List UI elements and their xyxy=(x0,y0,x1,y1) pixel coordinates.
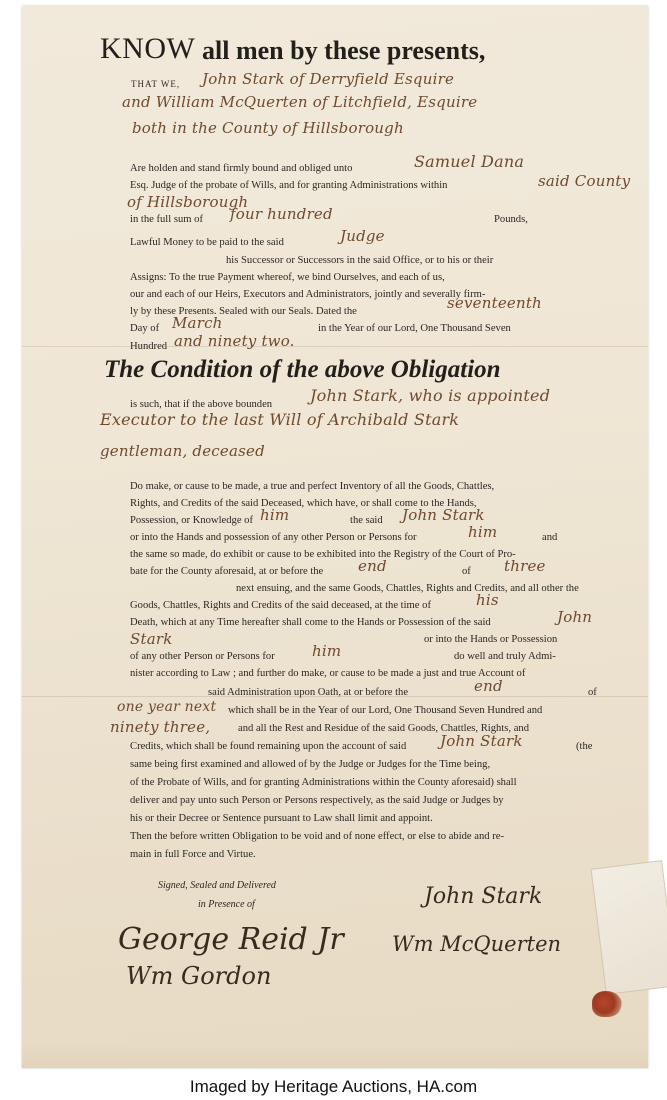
text-do-well: do well and truly Admi- xyxy=(454,651,556,662)
text-of-1: of xyxy=(462,566,471,577)
paper-tab xyxy=(591,860,667,995)
text-and: and xyxy=(542,532,558,543)
handwritten-end-2: end xyxy=(474,677,503,695)
text-lawful-money: Lawful Money to be paid to the said xyxy=(130,237,284,248)
handwritten-his: his xyxy=(476,591,499,609)
handwritten-deceased: gentleman, deceased xyxy=(100,442,265,460)
handwritten-year: and ninety two. xyxy=(174,332,295,350)
handwritten-bonder-1: John Stark of Derryfield Esquire xyxy=(202,70,455,88)
handwritten-of-hillsborough: of Hillsborough xyxy=(127,193,249,211)
text-assigns: Assigns: To the true Payment whereof, we bind Ourselves, and each of us, xyxy=(130,272,445,283)
wax-seal xyxy=(592,991,622,1017)
handwritten-john-stark-1: John Stark xyxy=(402,506,485,524)
handwritten-him-2: him xyxy=(468,523,498,541)
handwritten-ninety-three: ninety three, xyxy=(110,718,211,736)
handwritten-executor: Executor to the last Will of Archibald Stark xyxy=(100,410,460,429)
text-credits: Credits, which shall be found remaining upon the account of said xyxy=(130,741,407,752)
heading-know: KNOW xyxy=(100,32,196,65)
handwritten-date-day: seventeenth xyxy=(447,294,542,312)
handwritten-judge-name: Samuel Dana xyxy=(414,152,525,171)
text-year-of-lord: in the Year of our Lord, One Thousand Seven xyxy=(318,323,511,334)
text-possession: Possession, or Knowledge of xyxy=(130,515,253,526)
text-nister: nister according to Law ; and further do make, or cause to be made a just and true Account of xyxy=(130,668,526,679)
signature-signer-2: Wm McQuerten xyxy=(392,932,562,956)
text-of-2: of xyxy=(588,687,597,698)
handwritten-said-county: said County xyxy=(538,172,631,190)
text-remain: main in full Force and Virtue. xyxy=(130,849,256,860)
text-holden: Are holden and stand firmly bound and obliged unto xyxy=(130,163,353,174)
handwritten-end-1: end xyxy=(358,557,387,575)
text-which-shall-be: which shall be in the Year of our Lord, One Thousand Seven Hundred and xyxy=(228,705,543,716)
handwritten-one-year: one year next xyxy=(117,699,217,715)
signature-witness-1: George Reid Jr xyxy=(118,922,344,957)
text-said-administration: said Administration upon Oath, at or before the xyxy=(208,687,409,698)
text-bate: bate for the County aforesaid, at or before the xyxy=(130,566,324,577)
text-day-of: Day of xyxy=(130,323,160,334)
fold-line xyxy=(22,346,648,347)
text-successor: his Successor or Successors in the said Office, or to his or their xyxy=(226,255,494,266)
text-probate-wills: of the Probate of Wills, and for granting Administrations within the County aforesaid) shall xyxy=(130,777,517,788)
condition-heading: The Condition of the above Obligation xyxy=(104,356,501,383)
handwritten-judge: Judge xyxy=(340,227,385,245)
handwritten-bonder-2: and William McQuerten of Litchfield, Esquire xyxy=(122,93,478,111)
text-heirs: our and each of our Heirs, Executors and Administrators, jointly and severally firm- xyxy=(130,289,486,300)
text-that-we: THAT WE, xyxy=(131,79,181,89)
text-goods: Goods, Chattles, Rights and Credits of the said deceased, at the time of xyxy=(130,600,431,611)
handwritten-three: three xyxy=(504,557,546,575)
text-judge-probate: Esq. Judge of the probate of Wills, and for granting Administrations within xyxy=(130,180,448,191)
text-deliver: deliver and pay unto such Person or Persons respectively, as the said Judge or Judges by xyxy=(130,795,504,806)
text-rights: Rights, and Credits of the said Deceased, which have, or shall come to the Hands, xyxy=(130,498,477,509)
handwritten-stark: Stark xyxy=(130,630,173,648)
handwritten-sum: four hundred xyxy=(230,205,333,223)
text-same-being: same being first examined and allowed of by the Judge or Judges for the Time being, xyxy=(130,759,491,770)
text-is-such: is such, that if the above bounden xyxy=(130,399,273,410)
handwritten-him-3: him xyxy=(312,642,342,660)
text-any-other: of any other Person or Persons for xyxy=(130,651,275,662)
text-hands: or into the Hands and possession of any other Person or Persons for xyxy=(130,532,417,543)
text-full-sum: in the full sum of xyxy=(130,214,203,225)
text-do-make: Do make, or cause to be made, a true and perfect Inventory of all the Goods, Chattles, xyxy=(130,481,495,492)
text-rest-residue: and all the Rest and Residue of the said Goods, Chattles, Rights, and xyxy=(238,723,529,734)
handwritten-john-stark-2: John Stark xyxy=(440,732,523,750)
text-next-ensuing: next ensuing, and the same Goods, Chattles, Rights and Credits, and all other the xyxy=(236,583,579,594)
handwritten-county: both in the County of Hillsborough xyxy=(132,119,404,137)
text-then: Then the before written Obligation to be void and of none effect, or else to abide and re- xyxy=(130,831,504,842)
handwritten-month: March xyxy=(172,314,223,332)
handwritten-him-1: him xyxy=(260,506,290,524)
text-in-presence: in Presence of xyxy=(198,899,255,910)
text-signed-sealed: Signed, Sealed and Delivered xyxy=(158,880,276,891)
signature-witness-2: Wm Gordon xyxy=(126,962,272,990)
text-the-said: the said xyxy=(350,515,383,526)
heading-rest: all men by these presents, xyxy=(202,36,486,65)
text-pounds: Pounds, xyxy=(494,214,528,225)
handwritten-bounden: John Stark, who is appointed xyxy=(310,386,551,405)
text-decree: his or their Decree or Sentence pursuant to Law shall limit and appoint. xyxy=(130,813,433,824)
text-presents: ly by these Presents. Sealed with our Seals. Dated the xyxy=(130,306,357,317)
text-death: Death, which at any Time hereafter shall come to the Hands or Possession of the said xyxy=(130,617,491,628)
text-hands-possession: or into the Hands or Possession xyxy=(424,634,558,645)
text-the: (the xyxy=(576,741,593,752)
document-sheet xyxy=(22,6,648,1068)
text-same-so-made: the same so made, do exhibit or cause to be exhibited into the Registry of the Court of Pro- xyxy=(130,549,516,560)
handwritten-john-2: John xyxy=(557,608,593,626)
text-hundred: Hundred xyxy=(130,341,168,352)
signature-signer-1: John Stark xyxy=(424,884,543,909)
image-caption: Imaged by Heritage Auctions, HA.com xyxy=(189,1077,478,1096)
